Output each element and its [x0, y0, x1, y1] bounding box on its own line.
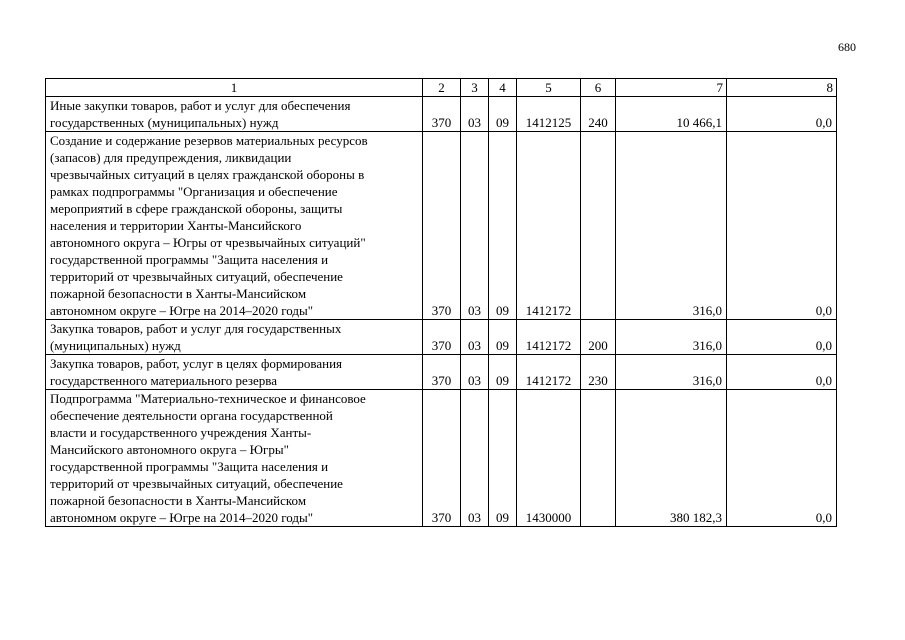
cell-subsection: 09 — [489, 132, 517, 320]
cell-target-article: 1412172 — [517, 355, 581, 390]
cell-target-article: 1430000 — [517, 390, 581, 527]
table-row — [46, 390, 837, 527]
cell-ministry-code: 370 — [423, 320, 461, 355]
cell-expense-type: 200 — [581, 320, 616, 355]
column-header: 6 — [581, 79, 616, 97]
cell-amount: 316,0 — [616, 132, 727, 320]
column-header: 5 — [517, 79, 581, 97]
row-description: Закупка товаров, работ, услуг в целях формирования государственного материального резерва — [46, 355, 423, 390]
cell-amount: 10 466,1 — [616, 97, 727, 132]
row-description: Создание и содержание резервов материальных ресурсов (запасов) для предупреждения, ликвидации чрезвычайных ситуаций в целях гражданской обороны в рамках подпрограммы "Организация и обеспечение мероприятий в сфере гражданской обороны, защиты населения и территории Ханты-Мансийского автономного округа – Югры от чрезвычайных ситуаций" государственной программы "Защита населения и территорий от чрезвычайных ситуаций, обеспечение пожарной безопасности в Ханты-Мансийском автономном округе – Югре на 2014–2020 годы" — [46, 132, 423, 320]
cell-subsection: 09 — [489, 97, 517, 132]
cell-target-article: 1412172 — [517, 320, 581, 355]
cell-amount-federal: 0,0 — [727, 355, 837, 390]
cell-amount-federal: 0,0 — [727, 390, 837, 527]
cell-amount: 316,0 — [616, 320, 727, 355]
cell-expense-type — [581, 390, 616, 527]
cell-subsection: 09 — [489, 320, 517, 355]
column-header: 8 — [727, 79, 837, 97]
table-row — [46, 132, 837, 320]
row-description: Иные закупки товаров, работ и услуг для обеспечения государственных (муниципальных) нужд — [46, 97, 423, 132]
cell-section: 03 — [461, 97, 489, 132]
column-header: 4 — [489, 79, 517, 97]
cell-amount: 380 182,3 — [616, 390, 727, 527]
table-row — [46, 355, 837, 390]
row-description: Закупка товаров, работ и услуг для государственных (муниципальных) нужд — [46, 320, 423, 355]
column-header: 7 — [616, 79, 727, 97]
cell-amount-federal: 0,0 — [727, 97, 837, 132]
budget-table — [45, 78, 837, 527]
table-header-row — [46, 79, 837, 97]
cell-section: 03 — [461, 320, 489, 355]
cell-subsection: 09 — [489, 390, 517, 527]
cell-section: 03 — [461, 132, 489, 320]
cell-ministry-code: 370 — [423, 132, 461, 320]
column-header: 2 — [423, 79, 461, 97]
cell-ministry-code: 370 — [423, 390, 461, 527]
cell-section: 03 — [461, 355, 489, 390]
row-description: Подпрограмма "Материально-техническое и финансовое обеспечение деятельности органа государственной власти и государственного учреждения Ханты- Мансийского автономного округа – Югры" государственной программы "Защита населения и территорий от чрезвычайных ситуаций, обеспечение пожарной безопасности в Ханты-Мансийском автономном округе – Югре на 2014–2020 годы" — [46, 390, 423, 527]
cell-ministry-code: 370 — [423, 97, 461, 132]
cell-expense-type: 230 — [581, 355, 616, 390]
cell-subsection: 09 — [489, 355, 517, 390]
cell-amount: 316,0 — [616, 355, 727, 390]
table-row — [46, 320, 837, 355]
cell-ministry-code: 370 — [423, 355, 461, 390]
column-header: 3 — [461, 79, 489, 97]
cell-amount-federal: 0,0 — [727, 132, 837, 320]
page-number: 680 — [838, 40, 856, 54]
table-body — [46, 79, 837, 527]
cell-expense-type: 240 — [581, 97, 616, 132]
cell-expense-type — [581, 132, 616, 320]
column-header: 1 — [46, 79, 423, 97]
table-row — [46, 97, 837, 132]
cell-amount-federal: 0,0 — [727, 320, 837, 355]
cell-target-article: 1412125 — [517, 97, 581, 132]
cell-target-article: 1412172 — [517, 132, 581, 320]
cell-section: 03 — [461, 390, 489, 527]
